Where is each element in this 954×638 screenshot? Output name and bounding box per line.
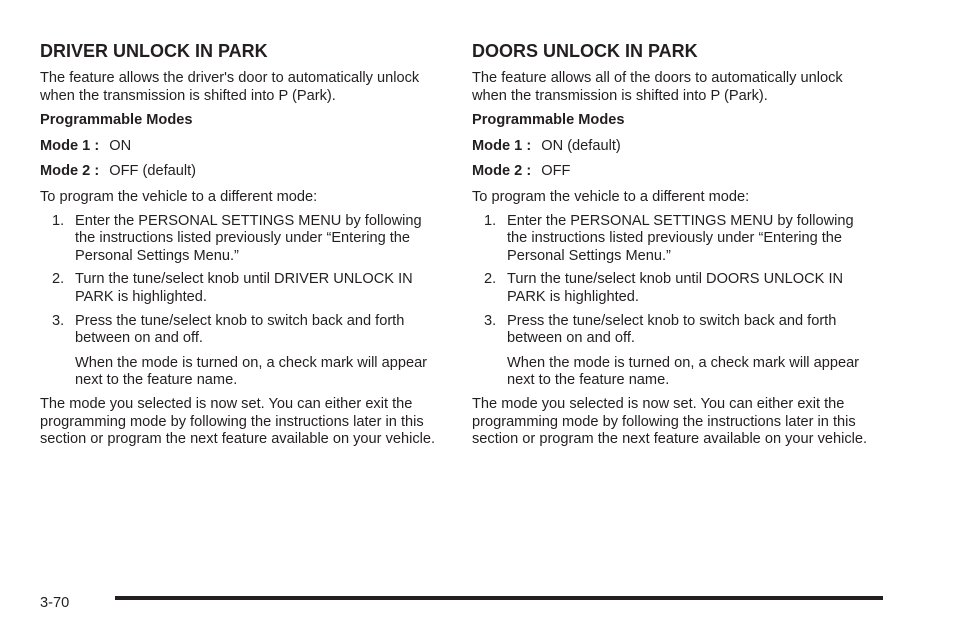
mode-label: Mode 2 :: [472, 163, 532, 180]
mode-label: Mode 1 :: [472, 137, 532, 154]
mode-1: [40, 138, 445, 156]
steps-lead: To program the vehicle to a different mode:: [472, 188, 750, 205]
step-text: Turn the tune/select knob until DRIVER UNLOCK IN PARK is highlighted.: [75, 271, 413, 305]
step-text: Press the tune/select knob to switch back and forth between on and off.: [507, 312, 837, 347]
mode-2: [40, 163, 445, 181]
step-item: [40, 313, 445, 390]
section-outro: The mode you selected is now set. You can either exit the programming mode by following the instructions later in this section or program the next feature available on your vehicle.: [472, 395, 868, 448]
page-number: 3-70: [40, 595, 70, 611]
section-intro: The feature allows all of the doors to automatically unlock when the transmission is shifted into P (Park).: [472, 70, 843, 104]
step-note: When the mode is turned on, a check mark will appear next to the feature name.: [75, 354, 428, 389]
modes-heading: Programmable Modes: [40, 112, 193, 129]
section-outro: The mode you selected is now set. You can either exit the programming mode by following the instructions later in this section or program the next feature available on your vehicle.: [40, 395, 436, 448]
step-number: 1.: [484, 212, 497, 229]
mode-value: ON: [109, 137, 132, 154]
step-text: Turn the tune/select knob until DOORS UNLOCK IN PARK is highlighted.: [507, 271, 844, 305]
mode-label: Mode 2 :: [40, 163, 100, 180]
mode-value: OFF (default): [109, 163, 197, 180]
step-text: Enter the PERSONAL SETTINGS MENU by following the instructions listed previously under “Entering the Personal Settings Menu.”: [507, 212, 854, 264]
doors-unlock-section: [472, 40, 877, 449]
step-item: [472, 313, 877, 390]
section-title: DRIVER UNLOCK IN PARK: [40, 41, 268, 61]
step-number: 3.: [484, 312, 497, 329]
section-title: DOORS UNLOCK IN PARK: [472, 41, 698, 61]
footer-rule: [115, 596, 883, 600]
step-text: Enter the PERSONAL SETTINGS MENU by following the instructions listed previously under “Entering the Personal Settings Menu.”: [75, 212, 422, 264]
step-note: When the mode is turned on, a check mark will appear next to the feature name.: [507, 354, 860, 389]
mode-2: [472, 163, 877, 181]
step-number: 2.: [484, 271, 497, 288]
step-item: [472, 271, 877, 306]
steps-list: [472, 213, 877, 390]
modes-heading: Programmable Modes: [472, 112, 625, 129]
step-item: [40, 213, 445, 266]
step-text: Press the tune/select knob to switch back and forth between on and off.: [75, 312, 405, 347]
mode-value: ON (default): [541, 137, 621, 154]
section-intro: The feature allows the driver's door to automatically unlock when the transmission is shifted into P (Park).: [40, 70, 420, 104]
steps-lead: To program the vehicle to a different mode:: [40, 188, 318, 205]
step-number: 2.: [52, 271, 65, 288]
step-number: 1.: [52, 212, 65, 229]
step-item: [472, 213, 877, 266]
mode-1: [472, 138, 877, 156]
mode-label: Mode 1 :: [40, 137, 100, 154]
step-item: [40, 271, 445, 306]
driver-unlock-section: [40, 40, 445, 449]
steps-list: [40, 213, 445, 390]
mode-value: OFF: [541, 163, 571, 180]
step-number: 3.: [52, 312, 65, 329]
